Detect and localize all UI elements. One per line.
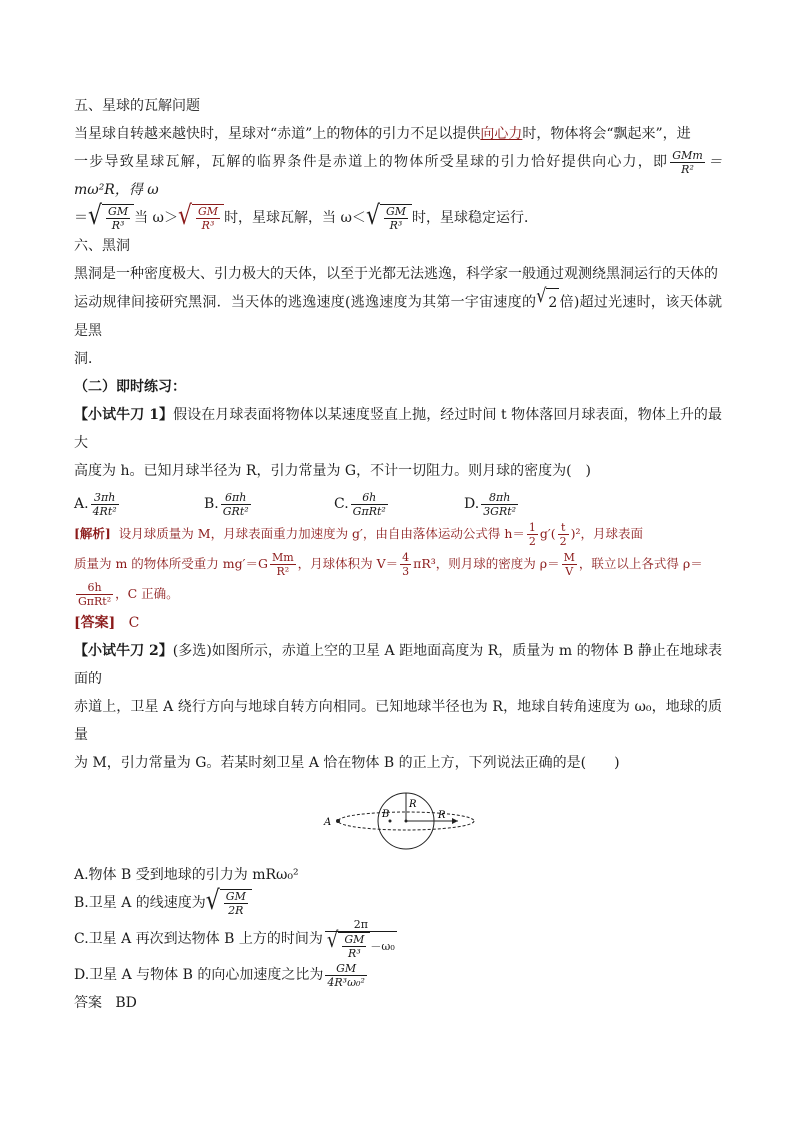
section-5-para-line-2: 一步导致星球瓦解，瓦解的临界条件是赤道上的物体所受星球的引力恰好提供向心力，即 $\frac{\text{GMm}}{\text{R²}}$ ＝mω²R，得 ω	[74, 148, 723, 198]
label-r-horizontal: R	[438, 810, 446, 821]
arrow-head	[452, 818, 458, 824]
q2-answer: 答案 BD	[74, 995, 137, 1011]
section-6-heading: 六、黑洞	[74, 238, 130, 254]
q1-analysis-line-3: $\frac{6h}{\text{GπRt²}}$ ，C 正确。	[78, 581, 179, 608]
q2-line-2: 赤道上，卫星 A 绕行方向与地球自转方向相同。已知地球半径也为 R，地球自转角速度为 ω₀，地球的质量	[74, 699, 722, 743]
q2-tag: 【小试牛刀 2】	[74, 643, 173, 659]
section-5-para-line-1: 当星球自转越来越快时，星球对“赤道”上的物体的引力不足以提供向心力时，物体将会“飘起来”，进	[74, 126, 691, 142]
orbit-diagram	[318, 789, 478, 853]
q1-options	[74, 489, 594, 519]
document-page	[74, 92, 722, 1017]
section-6-para-line-3: 洞．	[74, 351, 102, 367]
section-6-para-line-2: 运动规律间接研究黑洞．当天体的逃逸速度(逃逸速度为其第一宇宙速度的 √ 2 倍)超过光速时，该天体就是黑	[74, 283, 722, 339]
q1-tag: 【小试牛刀 1】	[74, 407, 174, 423]
q1-option-d[interactable]: D. $\frac{8\pi h}{\text{3GRt²}}$	[464, 490, 517, 518]
q2-line-3: 为 M，引力常量为 G。若某时刻卫星 A 恰在物体 B 的正上方，下列说法正确的是( )	[74, 755, 620, 771]
q1-option-a[interactable]: A. $\frac{3\pi h}{\text{4Rt²}}$	[74, 490, 117, 518]
practice-heading: （二）即时练习：	[74, 379, 186, 395]
sqrt-2: √ 2	[536, 288, 559, 317]
q1-line-1: 【小试牛刀 1】假设在月球表面将物体以某速度竖直上抛，经过时间 t 物体落回月球表面，物体上升的最大	[74, 407, 722, 451]
q1-answer: [答案] C	[74, 615, 140, 631]
q2-option-c[interactable]: C.卫星 A 再次到达物体 B 上方的时间为 2π √ $\frac{GM}{\text{R³}}$ －ω₀	[74, 918, 395, 960]
q2-line-1: 【小试牛刀 2】(多选)如图所示，赤道上空的卫星 A 距地面高度为 R，质量为 m 的物体 B 静止在地球表面的	[74, 643, 722, 687]
q2-option-b[interactable]: B.卫星 A 的线速度为 √ $\frac{GM}{2R}$	[74, 889, 722, 917]
q1-analysis-line-2: 质量为 m 的物体所受重力 mg′＝G $\frac{Mm}{\text{R²}}$ ，月球体积为 V＝ $\frac{4}{3}$ πR³，则月球的密度为 ρ＝ $\frac{M}{V}$ ，联立以上各式得 ρ＝	[74, 551, 703, 578]
label-b: B	[382, 809, 390, 820]
q1-option-c[interactable]: C. $\frac{6h}{\text{GπRt²}}$	[334, 490, 386, 518]
section-5-heading: 五、星球的瓦解问题	[74, 98, 200, 114]
sqrt-gm-r3-red: √ $\frac{GM}{\text{R³}}$	[178, 204, 224, 232]
label-r-vertical: R	[409, 799, 417, 810]
section-6-para-line-1: 黑洞是一种密度极大、引力极大的天体，以至于光都无法逃逸，科学家一般通过观测绕黑洞运行的天体的	[74, 266, 718, 282]
fraction-gmm-r2: $\frac{\text{GMm}}{\text{R²}}$	[672, 148, 703, 176]
centripetal-force-link[interactable]: 向心力	[480, 126, 523, 142]
q1-analysis-line-1: [解析] 设月球质量为 M，月球表面重力加速度为 g′，由自由落体运动公式得 h＝ $\frac{1}{2}$ g′( $\frac{t}{2}$ )²，月球表面	[74, 521, 644, 548]
earth-satellite-figure	[74, 789, 722, 853]
q1-option-b[interactable]: B. $\frac{6\pi h}{\text{GRt²}}$	[204, 490, 249, 518]
q2-option-a[interactable]: A.物体 B 受到地球的引力为 mRω₀²	[74, 867, 299, 883]
sqrt-gm-r3: √ $\frac{GM}{\text{R³}}$	[88, 204, 134, 232]
section-5-para-line-3: ＝ √ $\frac{GM}{\text{R³}}$ 当 ω＞ √ $\frac{GM}{\text{R³}}$ 时，星球瓦解，当 ω＜ √ $\frac{GM}{\text{R³}}$ 时，星球稳定运行．	[74, 201, 539, 232]
sqrt-gm-r3-second: √ $\frac{GM}{\text{R³}}$	[366, 204, 412, 232]
q1-line-2: 高度为 h。已知月球半径为 R，引力常量为 G，不计一切阻力。则月球的密度为( )	[74, 463, 592, 479]
q1-analysis	[74, 519, 722, 609]
label-a: A	[324, 817, 332, 828]
satellite-a-dot	[336, 819, 340, 823]
q2-option-d[interactable]: D.卫星 A 与物体 B 的向心加速度之比为 $\frac{GM}{\text{4R³ω₀²}}$	[74, 961, 365, 989]
